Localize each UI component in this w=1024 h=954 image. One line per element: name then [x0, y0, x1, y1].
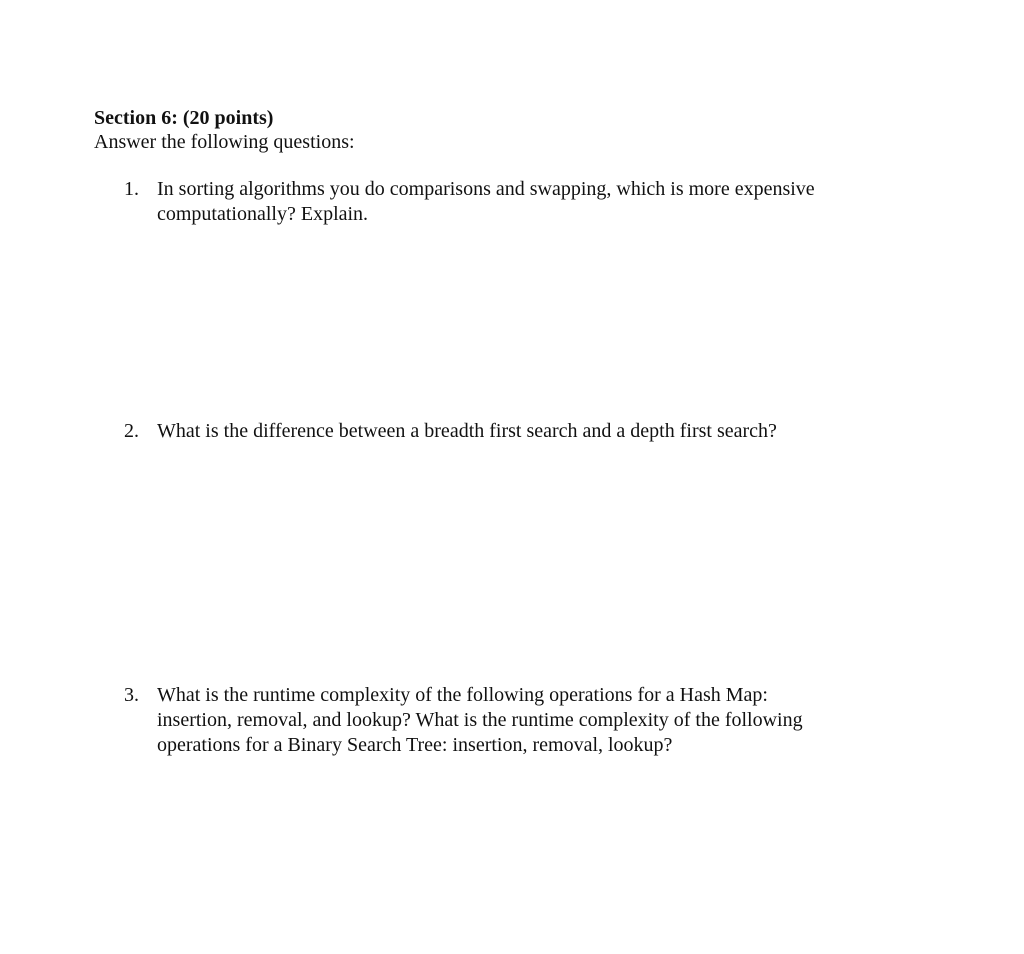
question-text-line: What is the difference between a breadth first search and a depth first search?: [157, 420, 777, 442]
question-number: 1.: [124, 178, 139, 200]
section-title: Section 6: (20 points): [94, 107, 274, 129]
question-number: 2.: [124, 420, 139, 442]
question-text-line: operations for a Binary Search Tree: insertion, removal, lookup?: [157, 734, 673, 756]
section-instructions: Answer the following questions:: [94, 131, 355, 153]
question-text-line: What is the runtime complexity of the following operations for a Hash Map:: [157, 684, 768, 706]
question-text-line: In sorting algorithms you do comparisons and swapping, which is more expensive: [157, 178, 815, 200]
question-1: [124, 177, 864, 227]
question-text: [157, 419, 864, 444]
question-text-line: insertion, removal, and lookup? What is the runtime complexity of the following: [157, 709, 803, 731]
question-3: [124, 683, 864, 758]
question-2: [124, 419, 864, 444]
question-text: [157, 177, 864, 227]
question-text: [157, 683, 864, 758]
question-text-line: computationally? Explain.: [157, 203, 369, 225]
question-number: 3.: [124, 684, 139, 706]
